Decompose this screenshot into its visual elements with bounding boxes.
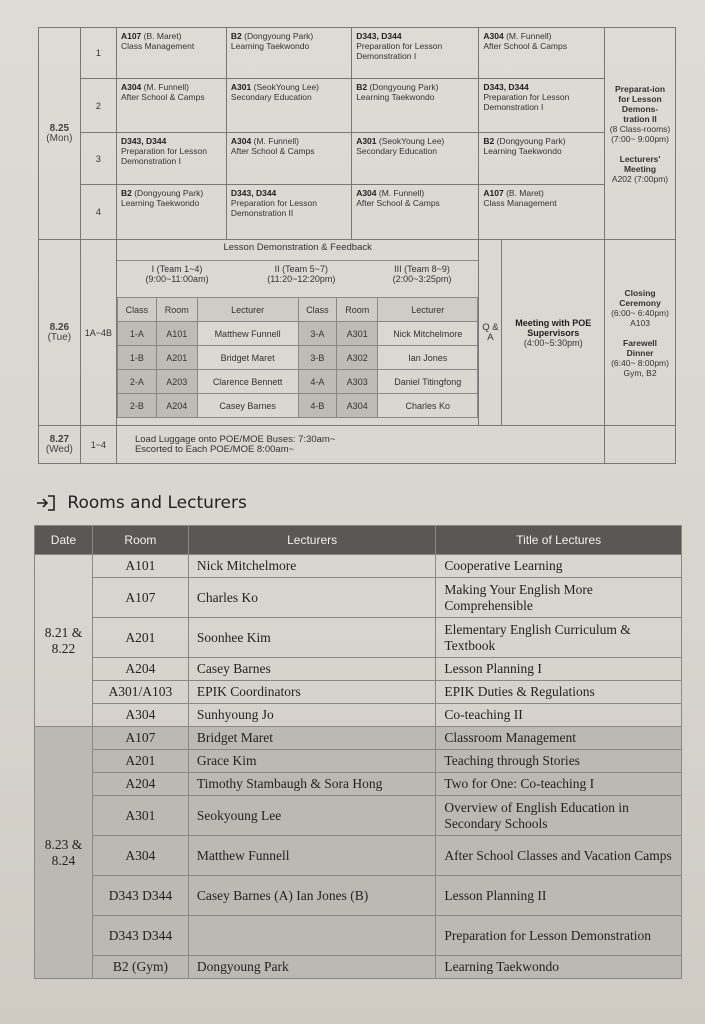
table-row	[35, 750, 682, 773]
lecturer-cell: Casey Barnes	[197, 394, 298, 418]
schedule-cell: A301 (SeokYoung Lee) Secondary Education	[352, 133, 479, 185]
period-num: 3	[80, 133, 116, 185]
schedule-cell: A304 (M. Funnell) After School & Camps	[352, 185, 479, 240]
table-row	[35, 618, 682, 658]
class-assignment-table	[117, 297, 478, 418]
room-cell: D343 D344	[92, 876, 188, 916]
lecturer-cell: Ian Jones	[378, 346, 478, 370]
period-num: 1	[80, 28, 116, 79]
table-row	[35, 916, 682, 956]
schedule-cell: A304 (M. Funnell) After School & Camps	[226, 133, 351, 185]
period-num: 1A~4B	[80, 240, 116, 426]
lecturer-cell: Nick Mitchelmore	[378, 322, 478, 346]
lecturer-cell: Casey Barnes	[188, 658, 436, 681]
period-num: 2	[80, 79, 116, 133]
schedule-cell: A107 (B. Maret) Class Management	[116, 28, 226, 79]
table-row	[35, 796, 682, 836]
room-cell: A304	[337, 394, 378, 418]
title-cell: Preparation for Lesson Demonstration	[436, 916, 682, 956]
title-cell: After School Classes and Vacation Camps	[436, 836, 682, 876]
schedule-cell: D343, D344 Preparation for Lesson Demonstration I	[479, 79, 605, 133]
title-cell: Teaching through Stories	[436, 750, 682, 773]
col-header: Room	[156, 298, 197, 322]
title-cell: EPIK Duties & Regulations	[436, 681, 682, 704]
room-cell: A304	[92, 704, 188, 727]
room-cell: A301	[92, 796, 188, 836]
room-cell: A201	[156, 346, 197, 370]
team-3: III (Team 8~9) (2:00~3:25pm)	[392, 264, 452, 284]
poe-meeting: Meeting with POE Supervisors (4:00~5:30pm)	[515, 317, 592, 348]
col-header: Class	[117, 298, 156, 322]
room-cell: A101	[156, 322, 197, 346]
class-cell: 3-B	[298, 346, 337, 370]
date-group-2: 8.23 & 8.24	[35, 727, 93, 979]
room-cell: A302	[337, 346, 378, 370]
date-827: 8.27 (Wed)	[39, 426, 81, 464]
period-num: 4	[80, 185, 116, 240]
col-header: Room	[337, 298, 378, 322]
title-cell: Lesson Planning I	[436, 658, 682, 681]
period-num: 1~4	[80, 426, 116, 464]
lecturer-cell: Bridget Maret	[197, 346, 298, 370]
room-cell: A101	[92, 555, 188, 578]
room-cell: A201	[92, 618, 188, 658]
room-cell: A303	[337, 370, 378, 394]
lecturer-cell: EPIK Coordinators	[188, 681, 436, 704]
title-cell: Elementary English Curriculum & Textbook	[436, 618, 682, 658]
room-cell: A301	[337, 322, 378, 346]
title-cell: Co-teaching II	[436, 704, 682, 727]
table-row	[35, 727, 682, 750]
table-row	[117, 346, 477, 370]
col-header-date: Date	[35, 526, 93, 555]
evening-program-826: Closing Ceremony (6:00~ 6:40pm) A103 Farewell Dinner (6:40~ 8:00pm) Gym, B2	[605, 240, 676, 426]
table-row	[35, 555, 682, 578]
class-cell: 1-A	[117, 322, 156, 346]
table-row	[117, 370, 477, 394]
room-cell: A203	[156, 370, 197, 394]
title-cell: Two for One: Co-teaching I	[436, 773, 682, 796]
lecturer-cell: Nick Mitchelmore	[188, 555, 436, 578]
table-row	[35, 956, 682, 979]
room-cell: A204	[156, 394, 197, 418]
class-cell: 2-B	[117, 394, 156, 418]
room-cell: B2 (Gym)	[92, 956, 188, 979]
table-row	[35, 658, 682, 681]
schedule-cell: A304 (M. Funnell) After School & Camps	[479, 28, 605, 79]
section-title: Rooms and Lecturers	[36, 493, 247, 513]
table-row	[35, 836, 682, 876]
lecturer-cell: Timothy Stambaugh & Sora Hong	[188, 773, 436, 796]
room-cell: A107	[92, 578, 188, 618]
lecturer-cell: Matthew Funnell	[188, 836, 436, 876]
title-cell: Cooperative Learning	[436, 555, 682, 578]
lecturer-cell: Bridget Maret	[188, 727, 436, 750]
class-cell: 3-A	[298, 322, 337, 346]
title-cell: Making Your English More Comprehensible	[436, 578, 682, 618]
team-2: II (Team 5~7) (11:20~12:20pm)	[267, 264, 336, 284]
lecturer-cell: Soonhee Kim	[188, 618, 436, 658]
table-row	[35, 704, 682, 727]
qa-and-poe-block	[479, 240, 605, 426]
class-cell: 1-B	[117, 346, 156, 370]
lecturer-cell: Daniel Titingfong	[378, 370, 478, 394]
table-row	[35, 876, 682, 916]
col-header: Class	[298, 298, 337, 322]
team-1: I (Team 1~4) (9:00~11:00am)	[145, 264, 209, 284]
date-group-1: 8.21 & 8.22	[35, 555, 93, 727]
lecturer-cell: Clarence Bennett	[197, 370, 298, 394]
schedule-cell: B2 (Dongyoung Park) Learning Taekwondo	[226, 28, 351, 79]
lecturer-cell: Dongyoung Park	[188, 956, 436, 979]
schedule-cell: B2 (Dongyoung Park) Learning Taekwondo	[116, 185, 226, 240]
schedule-cell: B2 (Dongyoung Park) Learning Taekwondo	[352, 79, 479, 133]
title-cell: Learning Taekwondo	[436, 956, 682, 979]
title-cell: Overview of English Education in Secondary Schools	[436, 796, 682, 836]
lecturer-cell: Matthew Funnell	[197, 322, 298, 346]
table-row	[117, 322, 477, 346]
lecturer-cell: Charles Ko	[378, 394, 478, 418]
date-826: 8.26 (Tue)	[39, 240, 81, 426]
col-header-title: Title of Lectures	[436, 526, 682, 555]
departure-info: Load Luggage onto POE/MOE Buses: 7:30am~ Escorted to Each POE/MOE 8:00am~	[116, 426, 604, 464]
lecturer-cell: Sunhyoung Jo	[188, 704, 436, 727]
schedule-cell: D343, D344 Preparation for Lesson Demonstration I	[116, 133, 226, 185]
evening-program-825: Preparat-ion for Lesson Demons-tration II (8 Class-rooms) (7:00~ 9:00pm) Lecturers' Meeting A202 (7:00pm)	[605, 28, 676, 240]
qa-label: Q & A	[479, 240, 502, 425]
schedule-cell: A107 (B. Maret) Class Management	[479, 185, 605, 240]
room-cell: A301/A103	[92, 681, 188, 704]
room-cell: A204	[92, 658, 188, 681]
table-row	[35, 681, 682, 704]
lecturer-cell: Seokyoung Lee	[188, 796, 436, 836]
class-cell: 4-A	[298, 370, 337, 394]
title-cell: Classroom Management	[436, 727, 682, 750]
schedule-cell: D343, D344 Preparation for Lesson Demonstration I	[352, 28, 479, 79]
class-cell: 2-A	[117, 370, 156, 394]
class-cell: 4-B	[298, 394, 337, 418]
col-header: Lecturer	[378, 298, 478, 322]
lesson-demo-block	[116, 240, 478, 426]
table-row	[35, 578, 682, 618]
lesson-demo-header: Lesson Demonstration & Feedback	[117, 240, 478, 261]
col-header: Lecturer	[197, 298, 298, 322]
table-row	[117, 394, 477, 418]
room-cell: A201	[92, 750, 188, 773]
room-cell: D343 D344	[92, 916, 188, 956]
lecturer-cell: Casey Barnes (A) Ian Jones (B)	[188, 876, 436, 916]
schedule-cell: B2 (Dongyoung Park) Learning Taekwondo	[479, 133, 605, 185]
rooms-lecturers-table	[34, 525, 682, 979]
col-header-room: Room	[92, 526, 188, 555]
room-cell: A304	[92, 836, 188, 876]
arrow-in-icon	[36, 495, 56, 511]
schedule-cell: A304 (M. Funnell) After School & Camps	[116, 79, 226, 133]
schedule-cell: A301 (SeokYoung Lee) Secondary Education	[226, 79, 351, 133]
room-cell: A204	[92, 773, 188, 796]
empty-cell	[605, 426, 676, 464]
table-row	[35, 773, 682, 796]
lecturer-cell: Grace Kim	[188, 750, 436, 773]
lecturer-cell	[188, 916, 436, 956]
schedule-table	[38, 27, 676, 464]
room-cell: A107	[92, 727, 188, 750]
schedule-cell: D343, D344 Preparation for Lesson Demonstration II	[226, 185, 351, 240]
title-cell: Lesson Planning II	[436, 876, 682, 916]
lecturer-cell: Charles Ko	[188, 578, 436, 618]
date-825: 8.25 (Mon)	[39, 28, 81, 240]
col-header-lecturers: Lecturers	[188, 526, 436, 555]
